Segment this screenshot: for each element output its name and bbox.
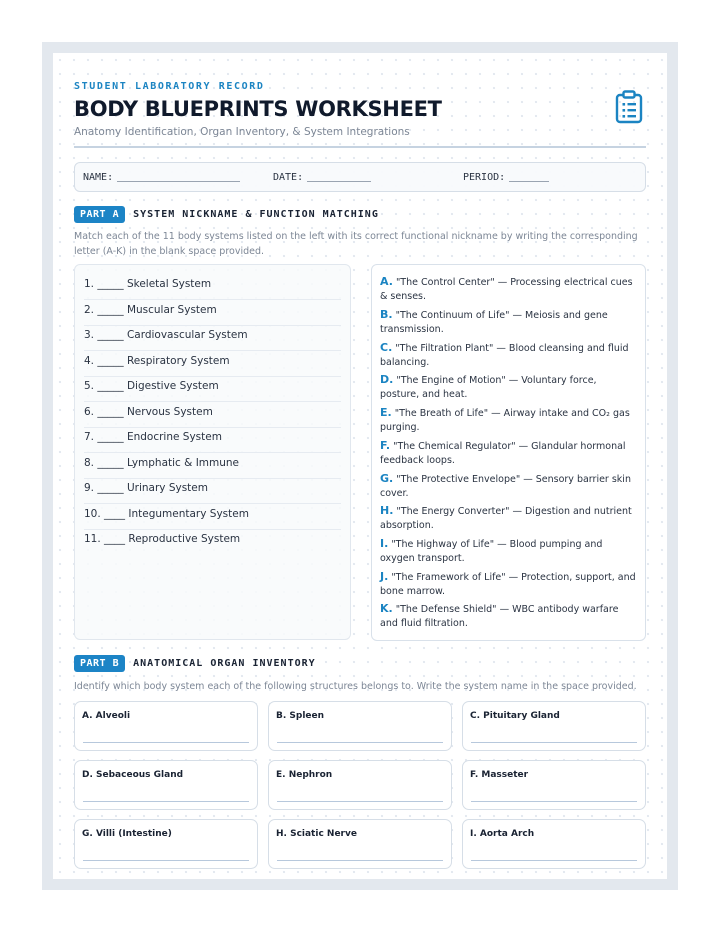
answer-line[interactable] [471, 742, 637, 743]
definition-item [380, 472, 638, 501]
part-b-header [74, 655, 316, 672]
definition-text: "The Highway of Life" — Blood pumping and oxygen transport. [380, 539, 603, 564]
definition-letter: A. [380, 275, 393, 288]
system-row[interactable]: 8. _____ Lymphatic & Immune [84, 454, 341, 479]
organ-card[interactable] [268, 701, 452, 751]
organ-label: D. Sebaceous Gland [82, 770, 184, 780]
system-row[interactable]: 1. _____ Skeletal System [84, 275, 341, 300]
definitions-list [371, 264, 646, 641]
organ-label: G. Villi (Intestine) [82, 829, 172, 839]
organ-card[interactable] [74, 701, 258, 751]
organ-card[interactable] [462, 701, 646, 751]
definition-letter: D. [380, 373, 394, 386]
definition-item [380, 275, 638, 304]
definition-item [380, 570, 638, 599]
definition-text: "The Protective Envelope" — Sensory barrier skin cover. [380, 473, 631, 499]
definition-text: "The Defense Shield" — WBC antibody warfare and fluid filtration. [380, 604, 619, 629]
organ-card[interactable] [462, 760, 646, 810]
part-a-title: SYSTEM NICKNAME & FUNCTION MATCHING [133, 209, 379, 220]
organ-card[interactable] [74, 819, 258, 869]
system-row[interactable]: 7. _____ Endocrine System [84, 428, 341, 453]
definition-item [380, 341, 638, 370]
period-label: PERIOD: [463, 172, 506, 183]
definition-item [380, 373, 638, 402]
answer-line[interactable] [471, 860, 637, 861]
definition-item [380, 504, 638, 533]
system-row[interactable]: 9. _____ Urinary System [84, 479, 341, 504]
name-label: NAME: [83, 172, 114, 183]
part-b-title: ANATOMICAL ORGAN INVENTORY [133, 658, 316, 669]
part-b-badge: PART B [74, 655, 125, 672]
part-a-badge: PART A [74, 206, 125, 223]
definition-text: "The Chemical Regulator" — Glandular hormonal feedback loops. [380, 441, 626, 466]
clipboard-icon [614, 90, 644, 124]
page-title: BODY BLUEPRINTS WORKSHEET [74, 97, 442, 121]
definition-text: "The Breath of Life" — Airway intake and CO₂ gas purging. [380, 408, 630, 433]
answer-line[interactable] [277, 860, 443, 861]
definition-letter: B. [380, 308, 393, 321]
organ-card[interactable] [268, 819, 452, 869]
definition-item [380, 308, 638, 337]
name-blank[interactable] [117, 172, 240, 182]
organ-label: E. Nephron [276, 770, 333, 780]
organ-card[interactable] [462, 819, 646, 869]
definition-letter: I. [380, 537, 389, 550]
system-row[interactable]: 4. _____ Respiratory System [84, 352, 341, 377]
definition-letter: H. [380, 504, 394, 517]
systems-list [74, 264, 351, 640]
definition-text: "The Energy Converter" — Digestion and nutrient absorption. [380, 506, 632, 531]
definition-item [380, 439, 638, 468]
definition-item [380, 406, 638, 435]
answer-line[interactable] [277, 742, 443, 743]
definition-text: "The Continuum of Life" — Meiosis and gene transmission. [380, 310, 608, 335]
answer-line[interactable] [83, 860, 249, 861]
system-row[interactable]: 10. ____ Integumentary System [84, 505, 341, 530]
date-blank[interactable] [307, 172, 371, 182]
student-info-box [74, 162, 646, 192]
page-subtitle: Anatomy Identification, Organ Inventory, & System Integrations [74, 126, 410, 138]
system-row[interactable]: 3. _____ Cardiovascular System [84, 326, 341, 351]
definition-text: "The Filtration Plant" — Blood cleansing and fluid balancing. [380, 342, 629, 368]
system-row[interactable]: 11. ____ Reproductive System [84, 533, 241, 545]
organ-label: C. Pituitary Gland [470, 711, 560, 721]
answer-line[interactable] [83, 742, 249, 743]
period-blank[interactable] [509, 172, 549, 182]
answer-line[interactable] [277, 801, 443, 802]
worksheet-sheet [53, 53, 667, 879]
name-field[interactable] [83, 172, 240, 183]
definition-letter: J. [380, 570, 389, 583]
part-a-header [74, 206, 379, 223]
definition-letter: C. [380, 340, 393, 354]
period-field[interactable] [463, 172, 549, 183]
definition-letter: F. [380, 439, 391, 452]
organ-label: F. Masseter [470, 770, 529, 780]
definition-letter: E. [380, 406, 392, 419]
definition-letter: K. [380, 602, 393, 615]
organ-label: A. Alveoli [82, 711, 131, 721]
definition-text: "The Framework of Life" — Protection, support, and bone marrow. [380, 572, 636, 597]
organ-label: B. Spleen [276, 711, 325, 721]
system-row[interactable]: 6. _____ Nervous System [84, 403, 341, 428]
organ-card[interactable] [74, 760, 258, 810]
organ-label: I. Aorta Arch [470, 829, 535, 839]
system-row[interactable]: 2. _____ Muscular System [84, 301, 341, 326]
definition-item [380, 602, 638, 631]
organ-label: H. Sciatic Nerve [276, 829, 357, 839]
definition-item [380, 537, 638, 566]
date-label: DATE: [273, 172, 304, 183]
definition-text: "The Engine of Motion" — Voluntary force, posture, and heat. [380, 375, 597, 400]
header-divider [74, 146, 646, 148]
answer-line[interactable] [471, 801, 637, 802]
date-field[interactable] [273, 172, 371, 183]
eyebrow-label: STUDENT LABORATORY RECORD [74, 81, 265, 92]
definition-letter: G. [380, 471, 394, 485]
organ-card[interactable] [268, 760, 452, 810]
part-a-instructions: Match each of the 11 body systems listed on the left with its correct functional nickname by writing the corresponding letter (A-K) in the blank space provided. [74, 231, 638, 257]
part-b-instructions: Identify which body system each of the following structures belongs to. Write the system name in the space provided. [74, 681, 637, 692]
answer-line[interactable] [83, 801, 249, 802]
system-row[interactable]: 5. _____ Digestive System [84, 377, 341, 402]
definition-text: "The Control Center" — Processing electrical cues & senses. [380, 277, 633, 302]
